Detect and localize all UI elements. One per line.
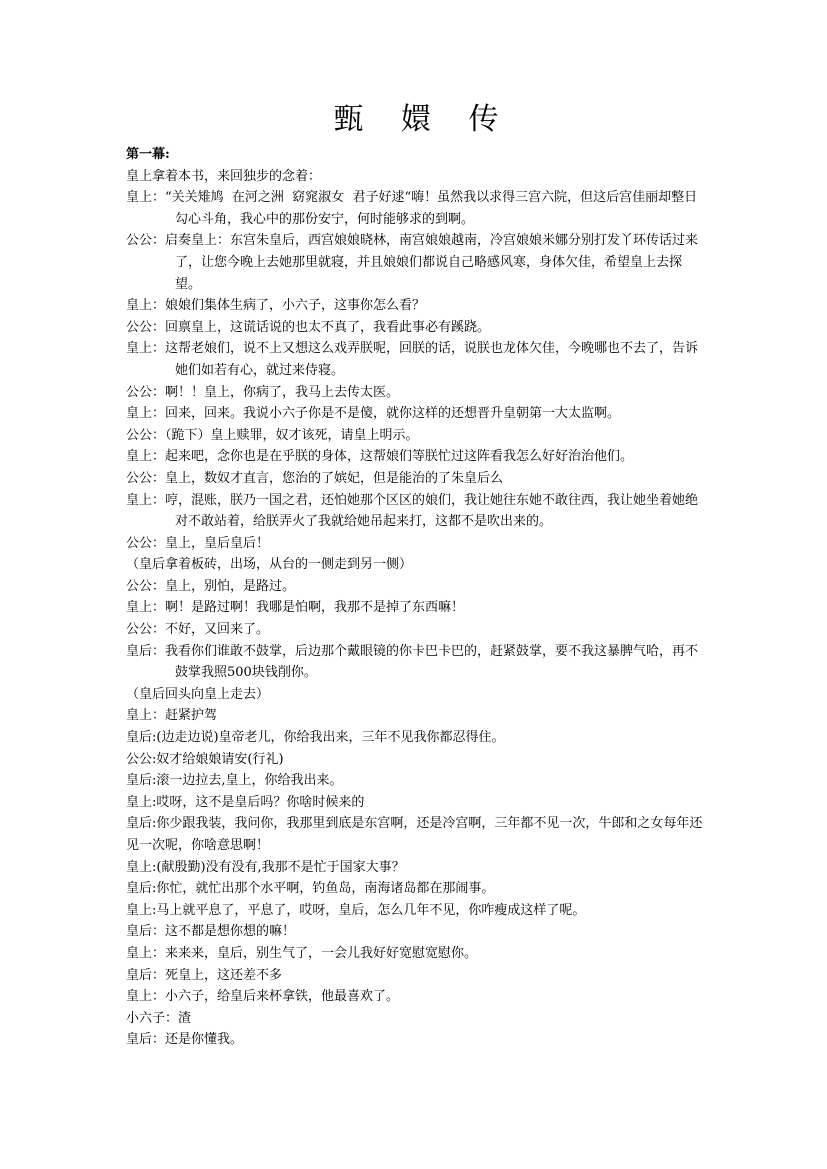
script-line: 皇后:滚一边拉去,皇上，你给我出来。 [126, 773, 343, 789]
script-line: 皇后：这不都是想你想的嘛！ [126, 924, 296, 940]
script-line: （皇后回头向皇上走去） [126, 686, 270, 702]
script-line: 皇上：这帮老娘们，说不上又想这么戏弄朕呢，回朕的话，说朕也龙体欠佳，今晚哪也不去了，告诉她们如若有心，就过来侍寝。 [126, 341, 699, 378]
script-line: 皇后:你忙，就忙出那个水平啊，钓鱼岛，南海诸岛都在那闹事。 [126, 881, 495, 897]
script-line: 皇上：娘娘们集体生病了，小六子，这事你怎么看？ [126, 298, 426, 314]
script-line: 公公：啊！！皇上，你病了，我马上去传太医。 [126, 384, 400, 400]
script-line: 公公：皇上，皇后皇后！ [126, 535, 270, 551]
script-line: 皇上：赶紧护驾 [126, 708, 218, 724]
script-line: 皇后：还是你懂我。 [126, 1032, 244, 1048]
script-line: 皇后：我看你们谁敢不鼓掌，后边那个戴眼镜的你卡巴卡巴的，赶紧鼓掌，要不我这暴脾气哈，再不鼓掌我照500块钱削你。 [126, 643, 699, 681]
script-line: 公公：（跪下）皇上赎罪，奴才该死，请皇上明示。 [126, 427, 419, 443]
script-line: 公公：启奏皇上：东宫朱皇后，西宫娘娘晓林，南宫娘娘越南，冷宫娘娘米娜分别打发丫环传话过来了，让您今晚上去她那里就寝，并且娘娘们都说自己略感风寒，身体欠佳，希望皇上去探望。 [126, 233, 699, 292]
script-line: 皇上：小六子，给皇后来杯拿铁，他最喜欢了。 [126, 989, 400, 1005]
script-line: 皇上:马上就平息了，平息了，哎呀，皇后，怎么几年不见，你咋瘦成这样了呢。 [126, 902, 586, 918]
script-line: 公公：皇上，数奴才直言，您治的了嫔妃，但是能治的了朱皇后么 [126, 470, 504, 486]
script-line: 皇上拿着本书，来回独步的念着： [126, 168, 322, 184]
script-body [126, 166, 706, 1051]
script-line: 皇上:哎呀，这不是皇后吗？你啥时候来的 [126, 794, 365, 810]
script-line: 皇上：起来吧，念你也是在乎朕的身体，这帮娘们等朕忙过这阵看我怎么好好治治他们。 [126, 449, 634, 465]
script-line: 皇上：“关关雉鸠 在河之洲 窈窕淑女 君子好逑“嗨！虽然我以求得三宫六院，但这后宫佳丽却整日勾心斗角，我心中的那份安宁，何时能够求的到啊。 [126, 190, 698, 227]
script-line: 公公:奴才给娘娘请安(行礼) [126, 751, 284, 767]
script-line: 皇上：哼，混账，朕乃一国之君，还怕她那个区区的娘们，我让她往东她不敢往西，我让她坐着她绝对不敢站着，给朕弄火了我就给她吊起来打，这都不是吹出来的。 [126, 492, 699, 530]
script-line: 公公：不好，又回来了。 [126, 622, 270, 638]
script-line: （皇后拿着板砖，出场，从台的一侧走到另一侧） [126, 557, 413, 573]
script-line: 公公：回禀皇上，这谎话说的也太不真了，我看此事必有蹊跷。 [126, 319, 491, 335]
script-line: 公公：皇上，别怕，是路过。 [126, 578, 296, 594]
script-line: 皇上：回来，回来。我说小六子你是不是傻，就你这样的还想晋升皇朝第一大太监啊。 [126, 406, 621, 422]
act-heading: 第一幕: [126, 147, 170, 162]
script-line: 皇上:(献殷勤)没有没有,我那不是忙于国家大事？ [126, 859, 405, 875]
script-line: 皇后：死皇上，这还差不多 [126, 967, 283, 983]
script-line: 皇后:(边走边说)皇帝老儿，你给我出来，三年不见我你都忍得住。 [126, 730, 505, 746]
script-line: 皇上：啊！是路过啊！我哪是怕啊，我那不是掉了东西嘛！ [126, 600, 465, 616]
script-line: 小六子：渣 [126, 1010, 192, 1026]
page-title: 甄 嬛 传 [333, 102, 513, 137]
script-line: 皇上：来来来，皇后，别生气了，一会儿我好好宽慰宽慰你。 [126, 945, 478, 961]
script-line: 皇后:你少跟我装，我问你，我那里到底是东宫啊，还是冷宫啊，三年都不见一次，牛郎和之女每年还见一次呢，你啥意思啊！ [126, 816, 703, 853]
document-page [126, 100, 706, 1051]
